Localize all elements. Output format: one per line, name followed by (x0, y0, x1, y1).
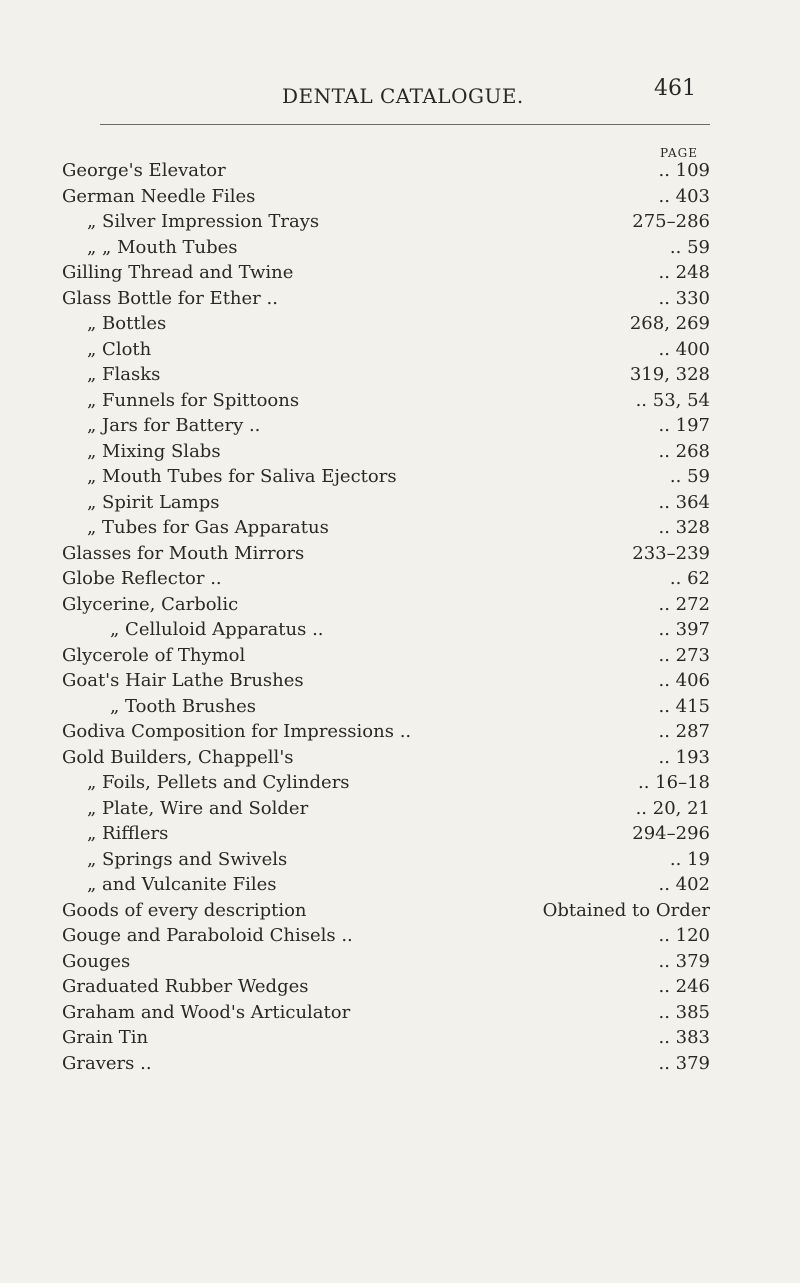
entry-term: Goat's Hair Lathe Brushes (62, 670, 304, 691)
index-entry (0, 772, 800, 798)
index-entry (0, 441, 800, 467)
entry-pages: .. 379 (658, 950, 710, 972)
index-entry (0, 798, 800, 824)
entry-pages: .. 109 (658, 160, 710, 181)
index-entry (0, 696, 800, 722)
entry-pages: .. 20, 21 (635, 797, 710, 819)
entry-pages: .. 403 (658, 185, 710, 207)
entry-term: Glasses for Mouth Mirrors (62, 542, 305, 564)
entry-term: „ Tubes for Gas Apparatus (87, 517, 329, 538)
entry-term: „ Funnels for Spittoons (87, 389, 300, 411)
header-rule (100, 124, 710, 125)
entry-pages: 233–239 (632, 542, 710, 564)
index-entry (0, 339, 800, 365)
index-entry (0, 849, 800, 875)
page-column-heading: PAGE (660, 146, 698, 160)
entry-term: Gravers .. (62, 1052, 152, 1074)
entry-term: Glass Bottle for Ether .. (62, 287, 278, 309)
entry-term: „ Celluloid Apparatus .. (110, 619, 324, 640)
index-entry (0, 594, 800, 620)
index-entry (0, 747, 800, 773)
entry-pages: Obtained to Order (542, 899, 710, 921)
entry-term: Graduated Rubber Wedges (62, 976, 309, 997)
index-entry (0, 237, 800, 263)
entry-pages: .. 246 (658, 976, 710, 997)
entry-pages: 268, 269 (629, 313, 710, 334)
entry-pages: .. 397 (658, 619, 710, 640)
index-list (0, 160, 800, 1078)
index-entry (0, 186, 800, 212)
entry-term: Godiva Composition for Impressions .. (62, 721, 412, 742)
index-entry (0, 823, 800, 849)
entry-term: Graham and Wood's Articulator (62, 1001, 351, 1023)
entry-term: Grain Tin (62, 1027, 149, 1048)
entry-term: Gilling Thread and Twine (62, 262, 294, 283)
entry-term: „ „ Mouth Tubes (87, 236, 238, 258)
page-header (0, 76, 800, 124)
index-entry (0, 466, 800, 492)
entry-term: „ Silver Impression Trays (87, 211, 320, 232)
entry-pages: .. 383 (658, 1027, 710, 1048)
entry-pages: .. 59 (669, 466, 710, 487)
index-entry (0, 211, 800, 237)
entry-term: „ Mixing Slabs (87, 440, 221, 462)
entry-term: „ Flasks (87, 364, 161, 385)
index-entry (0, 492, 800, 518)
index-entry (0, 313, 800, 339)
entry-pages: .. 328 (658, 517, 710, 538)
entry-pages: .. 379 (658, 1052, 710, 1074)
entry-term: „ Foils, Pellets and Cylinders (87, 772, 350, 793)
entry-pages: .. 400 (658, 338, 710, 360)
index-entry (0, 390, 800, 416)
entry-pages: .. 385 (658, 1001, 710, 1023)
index-entry (0, 1027, 800, 1053)
entry-pages: .. 193 (658, 746, 710, 768)
index-entry (0, 645, 800, 671)
entry-term: „ Jars for Battery .. (87, 415, 261, 436)
entry-term: „ Cloth (87, 338, 152, 360)
index-entry (0, 160, 800, 186)
entry-term: „ Springs and Swivels (87, 848, 288, 870)
entry-pages: .. 19 (669, 848, 710, 870)
entry-pages: .. 406 (658, 670, 710, 691)
entry-pages: .. 62 (669, 568, 710, 589)
entry-term: Gouge and Paraboloid Chisels .. (62, 925, 353, 946)
entry-pages: .. 364 (658, 491, 710, 513)
entry-pages: .. 59 (669, 236, 710, 258)
entry-term: German Needle Files (62, 185, 256, 207)
entry-term: Goods of every description (62, 899, 307, 921)
entry-pages: .. 273 (658, 644, 710, 666)
index-entry (0, 1053, 800, 1079)
entry-term: Glycerole of Thymol (62, 644, 246, 666)
index-entry (0, 288, 800, 314)
entry-pages: .. 402 (658, 874, 710, 895)
entry-term: Globe Reflector .. (62, 568, 222, 589)
entry-pages: .. 16–18 (638, 772, 710, 793)
entry-pages: .. 287 (658, 721, 710, 742)
entry-pages: .. 268 (658, 440, 710, 462)
entry-pages: 275–286 (632, 211, 710, 232)
entry-pages: .. 272 (658, 593, 710, 615)
entry-pages: .. 330 (658, 287, 710, 309)
page-number: 461 (654, 76, 696, 101)
index-entry (0, 874, 800, 900)
index-entry (0, 1002, 800, 1028)
index-entry (0, 925, 800, 951)
index-entry (0, 721, 800, 747)
entry-term: „ Tooth Brushes (110, 695, 257, 717)
entry-term: Gold Builders, Chappell's (62, 746, 294, 768)
index-entry (0, 262, 800, 288)
index-entry (0, 951, 800, 977)
entry-pages: .. 120 (658, 925, 710, 946)
index-entry (0, 364, 800, 390)
index-entry (0, 619, 800, 645)
index-entry (0, 517, 800, 543)
running-title: DENTAL CATALOGUE. (282, 84, 524, 108)
index-entry (0, 568, 800, 594)
entry-term: „ and Vulcanite Files (87, 874, 277, 895)
entry-term: „ Mouth Tubes for Saliva Ejectors (87, 466, 397, 487)
entry-term: „ Bottles (87, 313, 167, 334)
entry-pages: 319, 328 (629, 364, 710, 385)
entry-pages: 294–296 (632, 823, 710, 844)
entry-term: Glycerine, Carbolic (62, 593, 239, 615)
entry-term: „ Rifflers (87, 823, 169, 844)
index-entry (0, 976, 800, 1002)
entry-term: „ Plate, Wire and Solder (87, 797, 309, 819)
index-entry (0, 670, 800, 696)
index-entry (0, 543, 800, 569)
entry-pages: .. 415 (658, 695, 710, 717)
entry-term: George's Elevator (62, 160, 226, 181)
entry-pages: .. 197 (658, 415, 710, 436)
index-entry (0, 900, 800, 926)
entry-pages: .. 53, 54 (635, 389, 710, 411)
entry-pages: .. 248 (658, 262, 710, 283)
entry-term: Gouges (62, 950, 131, 972)
index-entry (0, 415, 800, 441)
entry-term: „ Spirit Lamps (87, 491, 220, 513)
